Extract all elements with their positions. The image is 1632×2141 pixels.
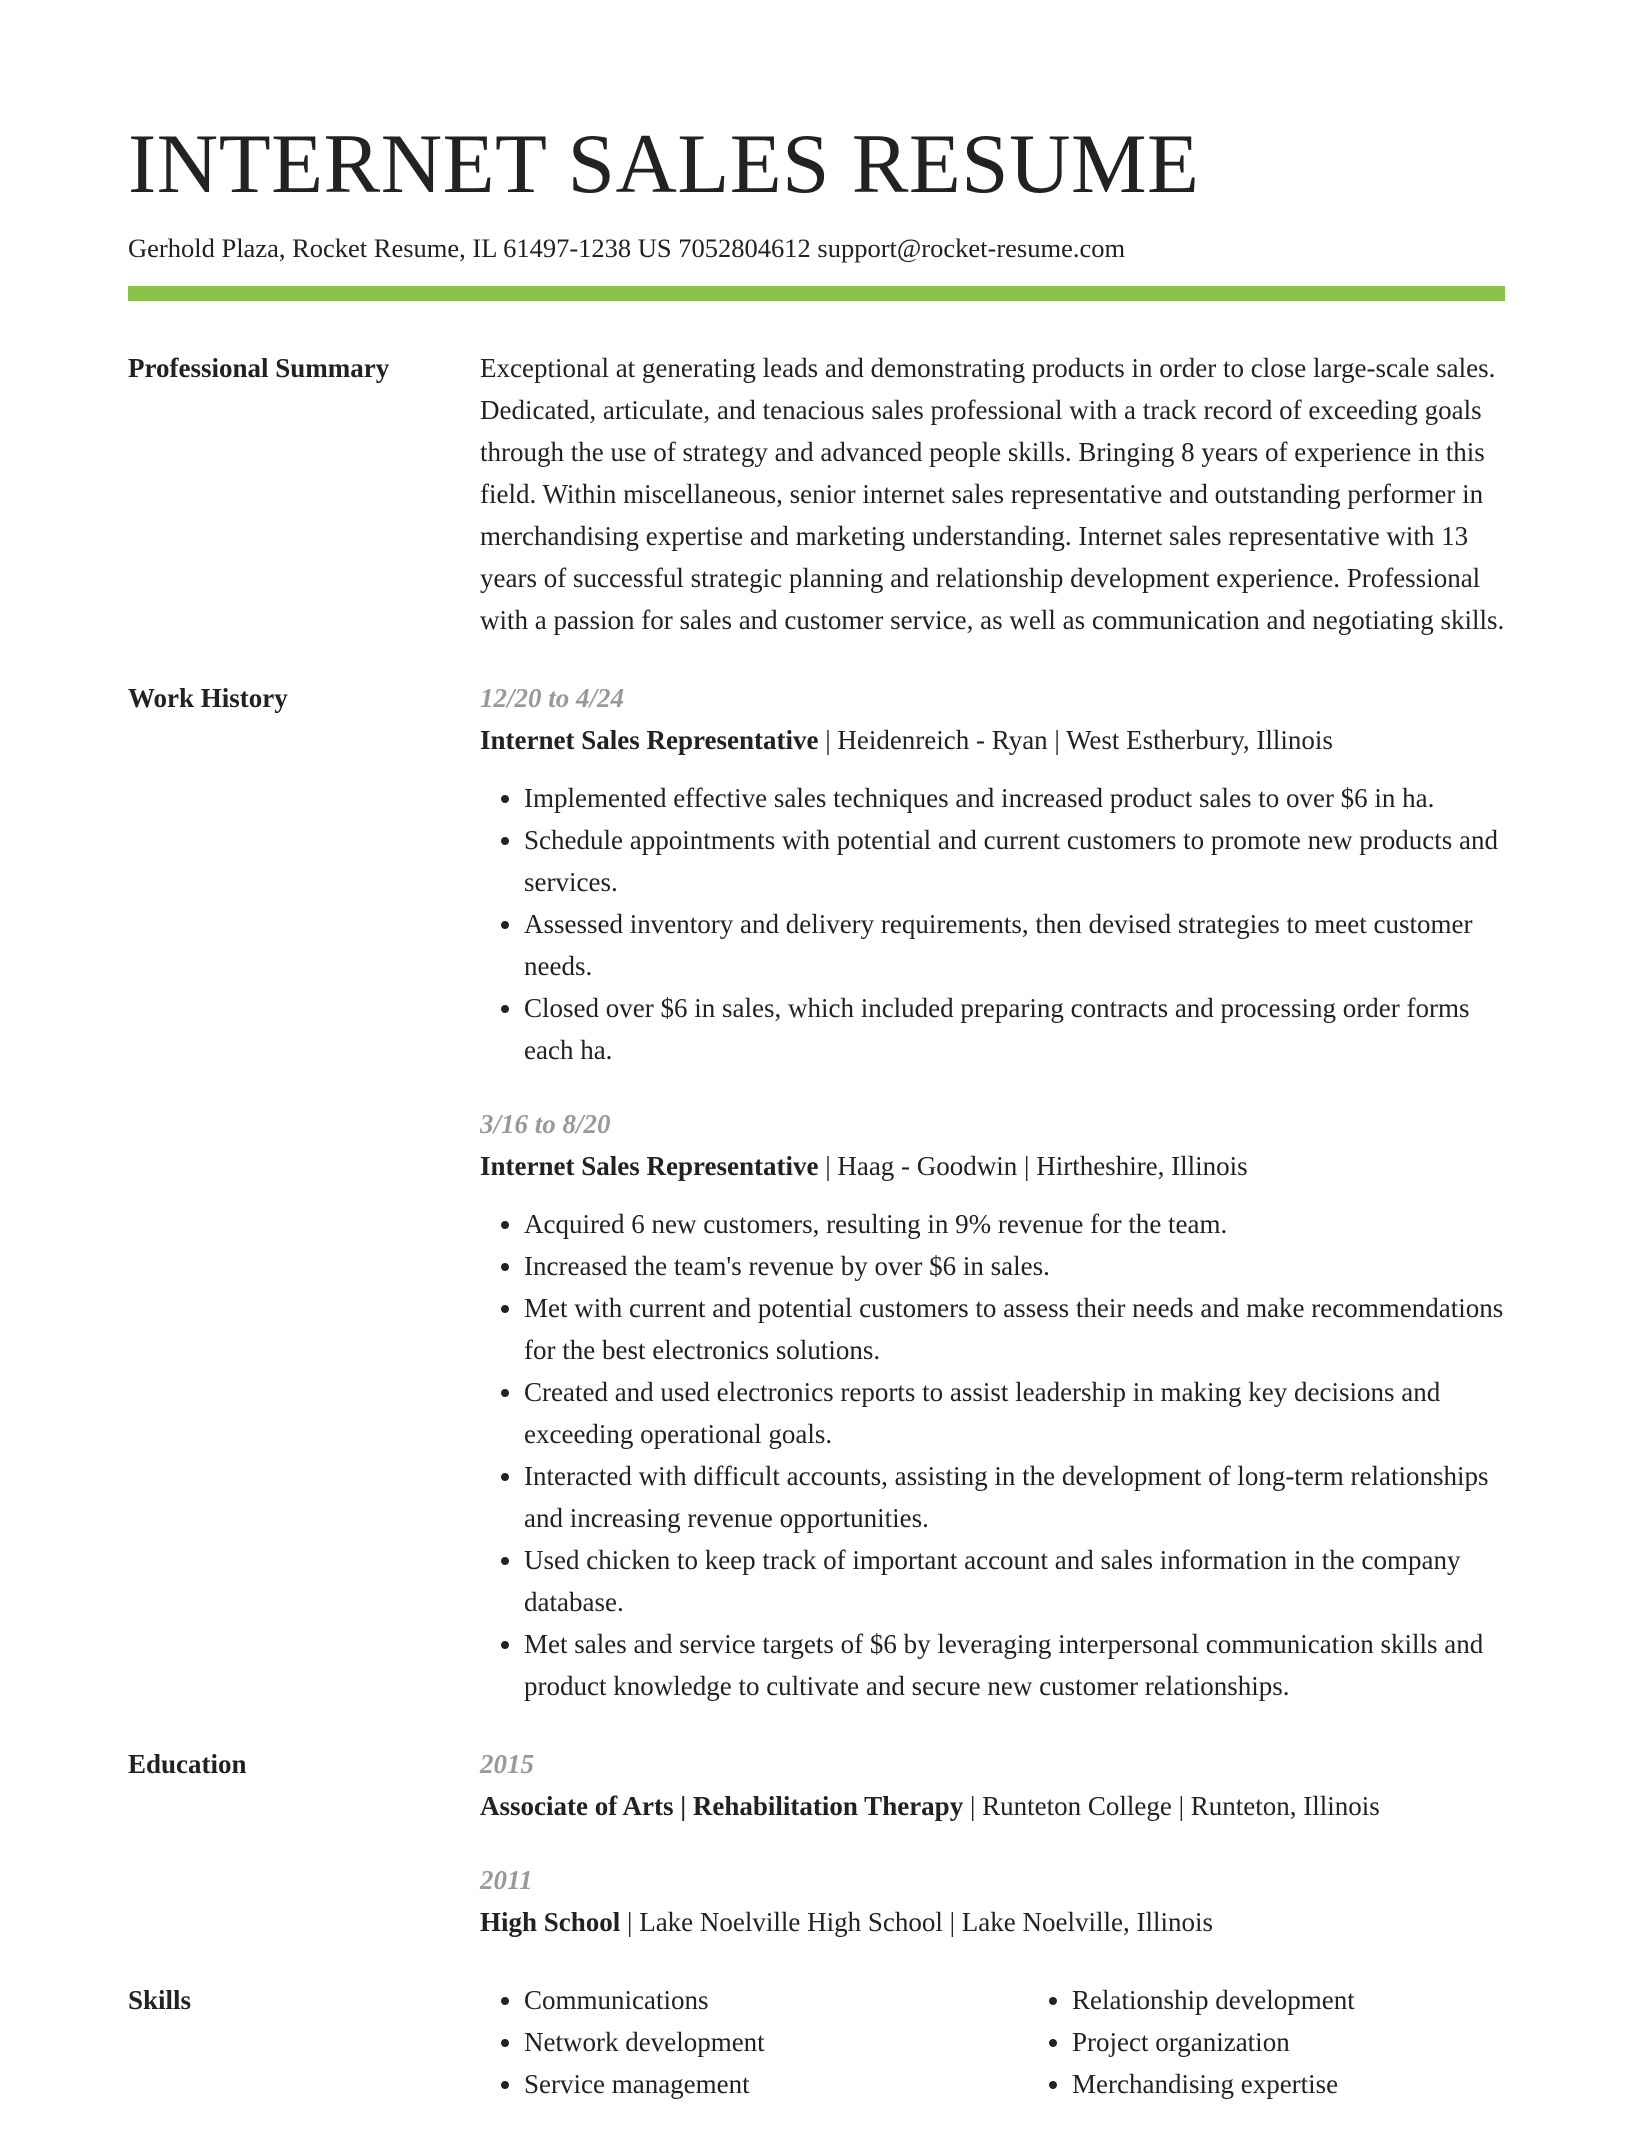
job-bullet: • Implemented effective sales techniques and increased product sales to over $6 in ha. [524,777,1505,819]
work-history-section [128,677,1505,1707]
resume-title: INTERNET SALES RESUME [128,117,1200,211]
work-history-body [480,677,1505,1707]
job-title: Internet Sales Representative [480,1151,819,1181]
skills-columns [480,1979,1532,2105]
job-bullet: • Met with current and potential customers to assess their needs and make recommendations for the best electronics solutions. [524,1287,1505,1371]
job-line [480,719,1505,761]
contact-line: Gerhold Plaza, Rocket Resume, IL 61497-1238 US 7052804612 support@rocket-resume.com [128,233,1126,263]
skill-item: • Project organization [1072,2021,1532,2063]
job-bullet: • Closed over $6 in sales, which included preparing contracts and processing order forms each ha. [524,987,1505,1071]
job-bullet: • Interacted with difficult accounts, assisting in the development of long-term relationships and increasing revenue opportunities. [524,1455,1505,1539]
education-details: | Lake Noelville High School | Lake Noelville, Illinois [620,1907,1213,1937]
header-divider [128,286,1505,301]
job-bullet: • Created and used electronics reports to assist leadership in making key decisions and exceeding operational goals. [524,1371,1505,1455]
skill-item: • Merchandising expertise [1072,2063,1532,2105]
education-date: 2011 [480,1865,533,1895]
job-entry [480,1103,1505,1707]
education-body [480,1743,1505,1943]
education-line [480,1901,1505,1943]
education-date: 2015 [480,1749,534,1779]
summary-text: Exceptional at generating leads and demonstrating products in order to close large-scale sales. Dedicated, articulate, and tenacious sales professional with a track record of exceeding goals through the use of strategy and advanced people skills. Bringing 8 years of experience in this field. Within miscellaneous, senior internet sales representative and outstanding performer in merchandising expertise and marketing understanding. Internet sales representative with 13 years of successful strategic planning and relationship development experience. Professional with a passion for sales and customer service, as well as communication and negotiating skills. [480,353,1505,635]
resume-sections [128,347,1505,2141]
job-bullet: • Met sales and service targets of $6 by leveraging interpersonal communication skills and product knowledge to cultivate and secure new customer relationships. [524,1623,1505,1707]
education-entry [480,1859,1505,1943]
job-bullets [480,777,1505,1071]
job-date: 12/20 to 4/24 [480,683,625,713]
education-details: | Runteton College | Runteton, Illinois [963,1791,1380,1821]
job-title: Internet Sales Representative [480,725,819,755]
skill-item: • Network development [524,2021,984,2063]
skill-item: • Service management [524,2063,984,2105]
job-bullet: • Assessed inventory and delivery requirements, then devised strategies to meet customer needs. [524,903,1505,987]
job-bullet: • Increased the team's revenue by over $6 in sales. [524,1245,1505,1287]
job-bullet: • Schedule appointments with potential and current customers to promote new products and services. [524,819,1505,903]
education-degree: High School [480,1907,621,1937]
work-history-heading: Work History [128,683,288,713]
education-degree: Associate of Arts | Rehabilitation Therapy [480,1791,964,1821]
summary-section [128,347,1505,641]
skills-body [480,1979,1532,2105]
education-section [128,1743,1505,1943]
job-date: 3/16 to 8/20 [480,1109,611,1139]
skills-list-right [1028,1979,1532,2105]
summary-heading: Professional Summary [128,353,390,383]
job-line [480,1145,1505,1187]
summary-body [480,347,1505,641]
education-entry [480,1743,1505,1827]
skills-section [128,1979,1505,2105]
job-entry [480,677,1505,1071]
job-details: | Heidenreich - Ryan | West Estherbury, Illinois [818,725,1333,755]
skills-heading: Skills [128,1985,192,2015]
job-bullet: • Acquired 6 new customers, resulting in 9% revenue for the team. [524,1203,1505,1245]
skills-list-left [480,1979,984,2105]
skill-item: • Relationship development [1072,1979,1532,2021]
education-line [480,1785,1505,1827]
education-heading: Education [128,1749,247,1779]
job-bullet: • Used chicken to keep track of important account and sales information in the company database. [524,1539,1505,1623]
job-bullets [480,1203,1505,1707]
skill-item: • Communications [524,1979,984,2021]
job-details: | Haag - Goodwin | Hirtheshire, Illinois [818,1151,1248,1181]
